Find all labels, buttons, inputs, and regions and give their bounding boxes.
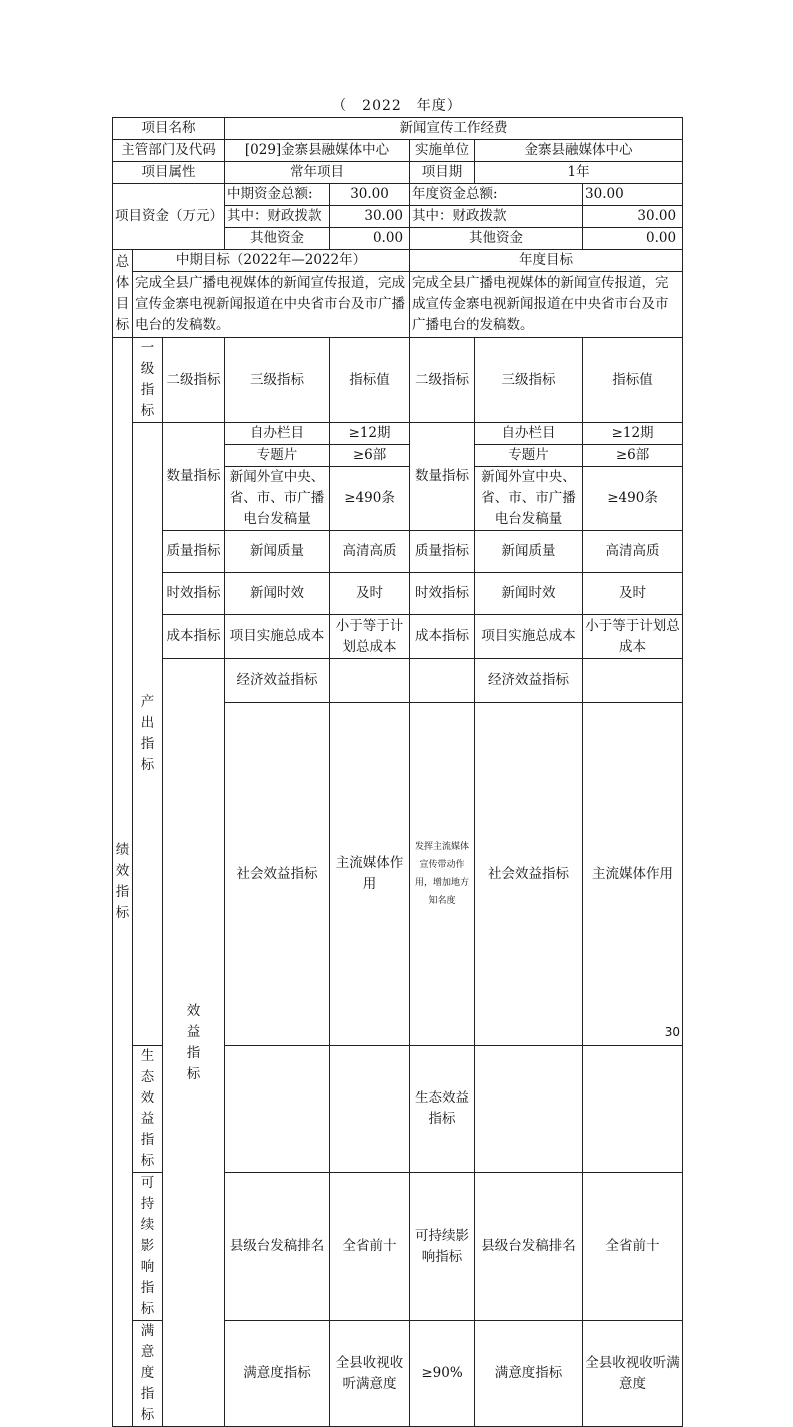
h-level3-annual: 三级指标	[475, 338, 583, 423]
time-value-mid: 及时	[330, 573, 410, 615]
cost-value-annual: 小于等于计划总成本	[583, 615, 683, 659]
goals-mid-header: 中期目标（2022年—2022年）	[133, 250, 410, 272]
social-value-mid: 发挥主流媒体宣传带动作用，增加地方知名度	[410, 703, 475, 1046]
time-label-annual: 时效指标	[410, 573, 475, 615]
sust-label-mid: 可持续影响指标	[133, 1173, 163, 1321]
h-level2-mid: 二级指标	[163, 338, 225, 423]
funds-label: 项目资金（万元）	[113, 184, 225, 250]
impl-value: 金寨县融媒体中心	[475, 140, 683, 162]
h-value-annual: 指标值	[583, 338, 683, 423]
cost-name-annual: 项目实施总成本	[475, 615, 583, 659]
annual-fiscal-value: 30.00	[583, 206, 683, 228]
sust-label-annual: 可持续影响指标	[410, 1173, 475, 1321]
h-value-mid: 指标值	[330, 338, 410, 423]
goals-label: 总 体 目 标	[113, 250, 133, 338]
annual-other-label: 其他资金	[410, 228, 583, 250]
cost-value-mid: 小于等于计划总成本	[330, 615, 410, 659]
eco-name-mid	[225, 1046, 330, 1173]
period-label: 项目期	[410, 162, 475, 184]
quality-value-annual: 高清高质	[583, 531, 683, 573]
sust-name-mid: 县级台发稿排名	[225, 1173, 330, 1321]
satis-sub-label-annual: 满意度指标	[475, 1321, 583, 1427]
eco-value-mid	[330, 1046, 410, 1173]
quality-label-mid: 质量指标	[163, 531, 225, 573]
dept-value: [029]金寨县融媒体中心	[225, 140, 410, 162]
econ-name-mid	[330, 659, 410, 703]
goals-mid-text: 完成全县广播电视媒体的新闻宣传报道，完成宣传金寨电视新闻报道在中央省市台及市广播电台的发稿数。	[133, 272, 410, 338]
perf-label: 绩 效 指 标	[113, 338, 133, 1427]
project-name-label: 项目名称	[113, 118, 225, 140]
performance-target-table	[112, 117, 683, 1427]
output-label: 产 出 指 标	[133, 423, 163, 1046]
social-name-mid: 主流媒体作用	[330, 703, 410, 1046]
mid-total-label: 中期资金总额:	[225, 184, 330, 206]
eco-value-annual	[583, 1046, 683, 1173]
mid-other-value: 0.00	[330, 228, 410, 250]
mid-other-label: 其他资金	[225, 228, 330, 250]
time-value-annual: 及时	[583, 573, 683, 615]
econ-name-annual	[583, 659, 683, 703]
project-name: 新闻宣传工作经费	[225, 118, 683, 140]
q2-name-annual: 专题片	[475, 445, 583, 467]
page-number: 30	[664, 1025, 680, 1039]
econ-value-mid	[410, 659, 475, 703]
goals-annual-header: 年度目标	[410, 250, 683, 272]
mid-fiscal-value: 30.00	[330, 206, 410, 228]
sust-name-annual: 县级台发稿排名	[475, 1173, 583, 1321]
q3-value-annual: ≥490条	[583, 467, 683, 531]
period-value: 1年	[475, 162, 683, 184]
eco-label-mid: 生态效益指标	[133, 1046, 163, 1173]
social-name-annual: 主流媒体作用	[583, 703, 683, 1046]
satis-value-mid: ≥90%	[410, 1321, 475, 1427]
cost-label-mid: 成本指标	[163, 615, 225, 659]
impl-label: 实施单位	[410, 140, 475, 162]
time-label-mid: 时效指标	[163, 573, 225, 615]
social-label-annual: 社会效益指标	[475, 703, 583, 1046]
quality-label-annual: 质量指标	[410, 531, 475, 573]
annual-total-label: 年度资金总额:	[410, 184, 583, 206]
q1-name-mid: 自办栏目	[225, 423, 330, 445]
annual-total-value: 30.00	[583, 184, 683, 206]
q2-value-annual: ≥6部	[583, 445, 683, 467]
goals-annual-text: 完成全县广播电视媒体的新闻宣传报道，完成宣传金寨电视新闻报道在中央省市台及市广播电台的发稿数。	[410, 272, 683, 338]
h-level1: 一 级 指 标	[133, 338, 163, 423]
eco-label-annual: 生态效益指标	[410, 1046, 475, 1173]
q1-value-annual: ≥12期	[583, 423, 683, 445]
econ-label-annual: 经济效益指标	[475, 659, 583, 703]
sust-value-annual: 全省前十	[583, 1173, 683, 1321]
q3-name-mid: 新闻外宣中央、省、市、市广播电台发稿量	[225, 467, 330, 531]
q2-name-mid: 专题片	[225, 445, 330, 467]
attr-label: 项目属性	[113, 162, 225, 184]
year-heading: （ 2022 年度）	[332, 98, 462, 114]
quality-name-annual: 新闻质量	[475, 531, 583, 573]
quantity-label-annual: 数量指标	[410, 423, 475, 531]
satis-name-annual: 全县收视收听满意度	[583, 1321, 683, 1427]
mid-total-value: 30.00	[330, 184, 410, 206]
time-name-mid: 新闻时效	[225, 573, 330, 615]
mid-fiscal-label: 其中：财政拨款	[225, 206, 330, 228]
annual-other-value: 0.00	[583, 228, 683, 250]
satis-name-mid: 全县收视收听满意度	[330, 1321, 410, 1427]
quality-name-mid: 新闻质量	[225, 531, 330, 573]
eco-name-annual	[475, 1046, 583, 1173]
q3-value-mid: ≥490条	[330, 467, 410, 531]
q2-value-mid: ≥6部	[330, 445, 410, 467]
quantity-label-mid: 数量指标	[163, 423, 225, 531]
annual-fiscal-label: 其中：财政拨款	[410, 206, 583, 228]
benefit-label: 效 益 指 标	[163, 659, 225, 1427]
satis-label: 满 意 度 指 标	[133, 1321, 163, 1427]
q1-name-annual: 自办栏目	[475, 423, 583, 445]
attr-value: 常年项目	[225, 162, 410, 184]
dept-label: 主管部门及代码	[113, 140, 225, 162]
social-label-mid: 社会效益指标	[225, 703, 330, 1046]
q1-value-mid: ≥12期	[330, 423, 410, 445]
quality-value-mid: 高清高质	[330, 531, 410, 573]
satis-sub-label-mid: 满意度指标	[225, 1321, 330, 1427]
econ-label-mid: 经济效益指标	[225, 659, 330, 703]
time-name-annual: 新闻时效	[475, 573, 583, 615]
q3-name-annual: 新闻外宣中央、省、市、市广播电台发稿量	[475, 467, 583, 531]
sust-value-mid: 全省前十	[330, 1173, 410, 1321]
cost-name-mid: 项目实施总成本	[225, 615, 330, 659]
cost-label-annual: 成本指标	[410, 615, 475, 659]
h-level3-mid: 三级指标	[225, 338, 330, 423]
h-level2-annual: 二级指标	[410, 338, 475, 423]
